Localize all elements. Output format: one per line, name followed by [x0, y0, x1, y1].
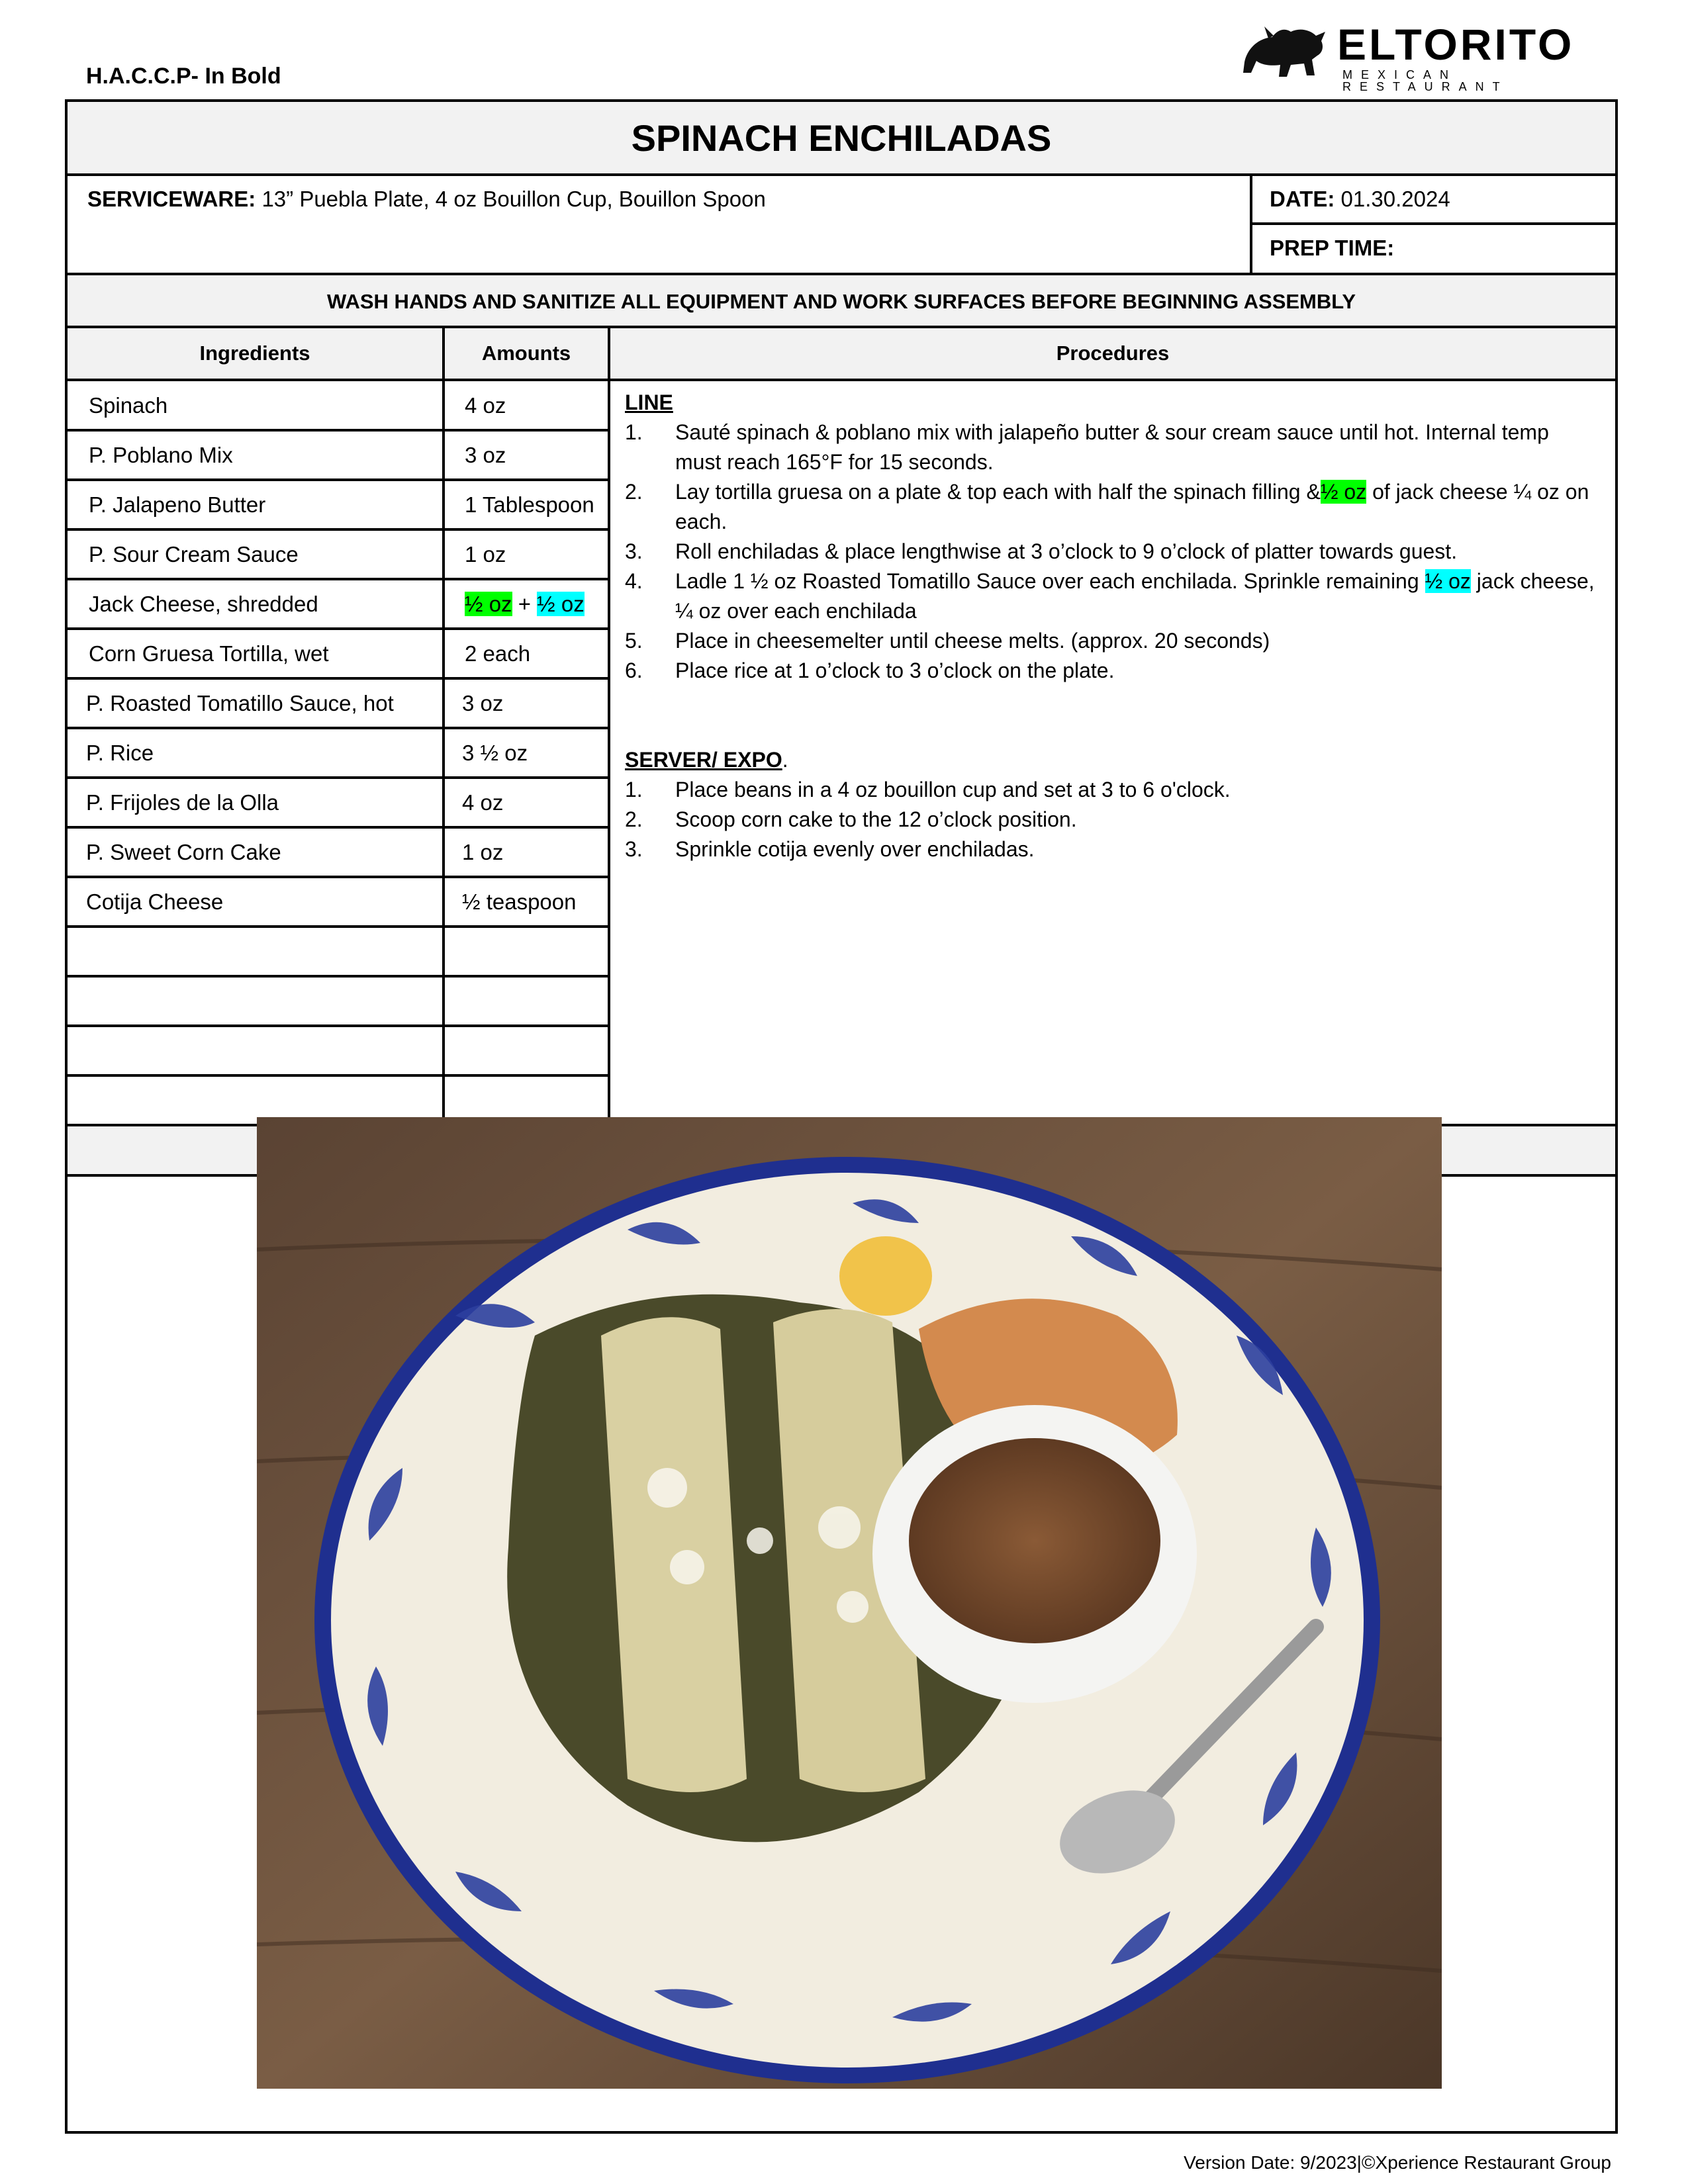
haccp-note: H.A.C.C.P- In Bold	[86, 64, 281, 89]
dish-photo	[257, 1117, 1442, 2089]
ingredient-amount: ½ teaspoon	[462, 889, 577, 914]
version-footer: Version Date: 9/2023|©Xperience Restaurant Group	[1184, 2152, 1611, 2173]
ingredient-amount: 4 oz	[465, 393, 506, 418]
ingredient-name: Cotija Cheese	[86, 889, 224, 914]
ingredient-name: Jack Cheese, shredded	[89, 592, 318, 616]
ingredient-name: P. Jalapeno Butter	[89, 492, 266, 517]
ingredient-amount: 3 oz	[462, 691, 504, 715]
logo-subtitle: MEXICAN RESTAURANT	[1342, 68, 1509, 93]
ingredient-name: Spinach	[89, 393, 168, 418]
ingredient-name: P. Frijoles de la Olla	[86, 790, 279, 815]
prep-time-label: PREP TIME:	[1270, 236, 1395, 260]
date-value: 01.30.2024	[1340, 187, 1450, 211]
ingredient-name: P. Sweet Corn Cake	[86, 840, 281, 864]
ingredient-amount: 4 oz	[462, 790, 504, 815]
logo-name: ELTORITO	[1337, 20, 1575, 69]
bull-icon	[1238, 23, 1331, 82]
ingredient-name: P. Rice	[86, 741, 154, 765]
serviceware-value: 13” Puebla Plate, 4 oz Bouillon Cup, Bouillon Spoon	[261, 187, 766, 211]
amounts-header: Amounts	[481, 341, 571, 365]
server-step: 2. Scoop corn cake to the 12 o’clock position.	[625, 807, 1077, 831]
plated-dish-image	[257, 1117, 1442, 2089]
procedures-block	[625, 388, 1598, 864]
serviceware	[87, 187, 766, 212]
title-band	[68, 102, 1615, 173]
ingredient-name: P. Sour Cream Sauce	[89, 542, 299, 567]
server-heading: SERVER/ EXPO.	[625, 748, 788, 772]
ingredient-amount: 2 each	[465, 641, 531, 666]
ingredients-header: Ingredients	[199, 341, 310, 365]
line-step: 5. Place in cheesemelter until cheese melts. (approx. 20 seconds)	[625, 629, 1270, 653]
prep-time	[1270, 236, 1394, 261]
server-step: 1. Place beans in a 4 oz bouillon cup and set at 3 to 6 o'clock.	[625, 778, 1231, 801]
ingredient-amount: 3 oz	[465, 443, 506, 467]
procedures-header: Procedures	[1056, 341, 1170, 365]
highlight-amount: ½ oz	[1320, 480, 1367, 504]
highlight-amount: ½ oz	[465, 592, 512, 616]
ingredient-amount	[465, 593, 585, 615]
wash-band	[68, 275, 1615, 327]
wash-notice: WASH HANDS AND SANITIZE ALL EQUIPMENT AND WORK SURFACES BEFORE BEGINNING ASSEMBLY	[326, 290, 1356, 313]
date-label: DATE:	[1270, 187, 1335, 211]
ingredient-name: P. Roasted Tomatillo Sauce, hot	[86, 691, 394, 715]
highlight-amount: ½ oz	[1425, 569, 1471, 593]
line-step: 2. Lay tortilla gruesa on a plate & top each with half the spinach filling &½ oz of jack cheese ¼ oz on each.	[625, 480, 1589, 533]
el-torito-logo	[1238, 20, 1622, 93]
line-step: 1. Sauté spinach & poblano mix with jalapeño butter & sour cream sauce until hot. Internal temp must reach 165°F for 15 seconds.	[625, 420, 1549, 474]
line-step: 3. Roll enchiladas & place lengthwise at 3 o’clock to 9 o’clock of platter towards guest.	[625, 539, 1458, 563]
ingredient-amount: 1 oz	[465, 542, 506, 567]
highlight-amount: ½ oz	[537, 592, 585, 616]
recipe-title: SPINACH ENCHILADAS	[631, 117, 1052, 159]
plus-sign: +	[512, 592, 538, 616]
server-step: 3. Sprinkle cotija evenly over enchiladas.	[625, 837, 1035, 861]
ingredient-name: P. Poblano Mix	[89, 443, 233, 467]
ingredient-amount: 1 Tablespoon	[465, 492, 594, 517]
date	[1270, 187, 1450, 212]
line-heading: LINE	[625, 390, 673, 414]
server-steps	[625, 775, 1598, 864]
ingredient-amount: 1 oz	[462, 840, 504, 864]
line-step: 6. Place rice at 1 o’clock to 3 o’clock on the plate.	[625, 659, 1115, 682]
ingredient-name: Corn Gruesa Tortilla, wet	[89, 641, 329, 666]
serviceware-label: SERVICEWARE:	[87, 187, 256, 211]
line-step: 4. Ladle 1 ½ oz Roasted Tomatillo Sauce over each enchilada. Sprinkle remaining ½ oz jack cheese, ¼ oz over each enchilada	[625, 569, 1595, 623]
line-steps	[625, 418, 1598, 686]
ingredient-amount: 3 ½ oz	[462, 741, 528, 765]
